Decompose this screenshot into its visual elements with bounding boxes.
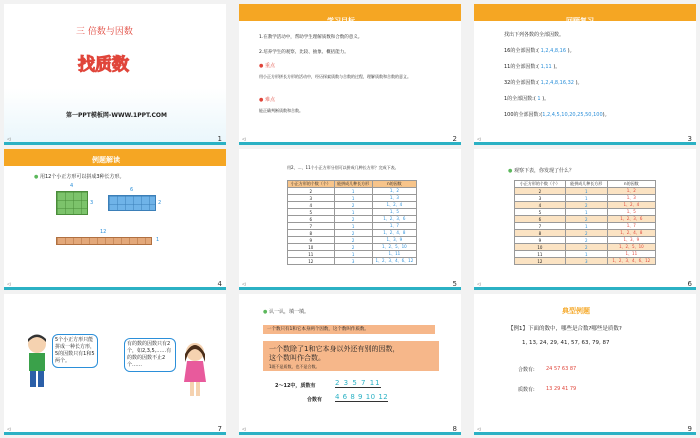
slide-heading: 典型例题 — [562, 307, 590, 315]
label-3: 3 — [90, 200, 94, 206]
slide-5[interactable] — [239, 149, 461, 290]
slide-number: 5 — [452, 280, 457, 288]
composite-answer: 4 6 8 9 10 12 — [335, 393, 389, 401]
slide-8[interactable] — [239, 294, 461, 435]
table-cell: 2 — [334, 230, 372, 237]
table-cell: 1、2、3、4、6、12 — [607, 258, 655, 265]
table-cell: 5 — [288, 209, 335, 216]
table-cell: 12 — [515, 258, 566, 265]
table-cell: 1 — [334, 195, 372, 202]
slide-heading: 例题解读 — [92, 156, 120, 164]
table-cell: 1、11 — [372, 251, 416, 258]
rect-6x2 — [108, 195, 156, 211]
table-row — [515, 230, 656, 237]
girl-illustration — [182, 342, 208, 404]
table-cell: 1 — [334, 251, 372, 258]
table-row — [515, 195, 656, 202]
slide-6[interactable] — [474, 149, 696, 290]
table-cell: 1 — [565, 188, 607, 195]
chapter-title: 三 倍数与因数 — [76, 27, 133, 37]
table-row — [515, 223, 656, 230]
slide-title: 找质数 — [78, 55, 129, 75]
col-header: 小正方形的个数（个） — [288, 181, 335, 188]
factor-table — [287, 180, 417, 265]
table-cell: 2 — [565, 216, 607, 223]
composite-definition-end: 这个数叫作合数。 — [269, 354, 325, 362]
table-cell: 4 — [515, 202, 566, 209]
speech-bubble-left: 5个小正方形只能拼成一种长方形，5的因数只有1和5两个。 — [52, 334, 98, 368]
table-cell: 10 — [288, 244, 335, 251]
slide-icon: ◃ — [242, 425, 246, 433]
table-row — [288, 258, 417, 265]
table-cell: 1、2、4 — [372, 202, 416, 209]
table-row — [515, 237, 656, 244]
slide-icon: ◃ — [477, 135, 481, 143]
rect-4x3 — [56, 191, 88, 215]
footer-bar — [239, 287, 461, 290]
composite-label: 合数有 — [307, 397, 323, 403]
label-6: 6 — [130, 187, 134, 193]
table-cell: 1 — [334, 223, 372, 230]
identify-prompt: ● 认一认，填一填。 — [263, 309, 309, 315]
slide-heading: 学习目标 — [327, 17, 355, 25]
footer-bar — [4, 432, 226, 435]
footer-bar — [474, 287, 696, 290]
slide-icon: ◃ — [7, 135, 11, 143]
table-cell: 3 — [515, 195, 566, 202]
slide-1[interactable] — [4, 4, 226, 145]
table-cell: 2 — [565, 230, 607, 237]
observe-prompt: ● 观察下表，你发现了什么？ — [508, 168, 574, 174]
col-header: 能拼成几种长方形 — [565, 181, 607, 188]
factor-table — [514, 180, 656, 265]
slide-icon: ◃ — [7, 280, 11, 288]
slide-number: 9 — [687, 425, 692, 433]
slide-icon: ◃ — [477, 425, 481, 433]
composite-label: 合数有: — [518, 367, 535, 373]
footer-bar — [239, 142, 461, 145]
table-cell: 2 — [565, 237, 607, 244]
table-cell: 11 — [288, 251, 335, 258]
table-cell: 3 — [334, 258, 372, 265]
review-row: 1的全部因数:( 1 )。 — [504, 96, 550, 102]
slide-icon: ◃ — [7, 425, 11, 433]
goal-1: 1.在教学活动中，帮助学生理解质数和合数的意义。 — [259, 35, 363, 40]
table-cell: 2 — [515, 188, 566, 195]
table-row — [288, 230, 417, 237]
slide-7[interactable] — [4, 294, 226, 435]
table-cell: 1、2 — [372, 188, 416, 195]
table-prompt: 用2、…、11个小正方形分别可以拼成几种长方形？完成下表。 — [287, 165, 399, 170]
label-12: 12 — [100, 229, 107, 235]
table-cell: 1、3 — [607, 195, 655, 202]
table-cell: 3 — [288, 195, 335, 202]
range-label: 2～12中，质数有 — [275, 383, 316, 389]
col-header: 小正方形的个数（个） — [515, 181, 566, 188]
table-row — [288, 188, 417, 195]
label-2: 2 — [158, 200, 162, 206]
table-cell: 12 — [288, 258, 335, 265]
table-row — [288, 216, 417, 223]
slide-icon: ◃ — [242, 280, 246, 288]
table-row — [515, 216, 656, 223]
table-cell: 2 — [288, 188, 335, 195]
example-question: 【例1】下面的数中，哪些是合数?哪些是质数? — [508, 326, 622, 332]
table-cell: 1 — [565, 195, 607, 202]
table-cell: 1 — [565, 209, 607, 216]
table-cell: 1、2、4、8 — [607, 230, 655, 237]
table-cell: 1、3、9 — [607, 237, 655, 244]
slide-number: 6 — [687, 280, 692, 288]
table-cell: 1、11 — [607, 251, 655, 258]
label-4: 4 — [70, 183, 74, 189]
slide-number: 1 — [217, 135, 222, 143]
table-cell: 1、2、3、6 — [607, 216, 655, 223]
slide-9[interactable] — [474, 294, 696, 435]
prime-label: 质数有: — [518, 387, 535, 393]
review-intro: 找出下列各数的全部因数。 — [504, 32, 565, 38]
number-list: 1, 13, 24, 29, 41, 57, 63, 79, 87 — [522, 340, 610, 346]
slide-number: 4 — [217, 280, 222, 288]
table-cell: 6 — [515, 216, 566, 223]
table-cell: 1、3、9 — [372, 237, 416, 244]
table-cell: 1、5 — [607, 209, 655, 216]
table-row — [515, 202, 656, 209]
table-cell: 10 — [515, 244, 566, 251]
difficulty-text: 能正确判断质数和合数。 — [259, 108, 303, 113]
prime-answer: 2 3 5 7 11 — [335, 379, 381, 387]
col-header: n的因数 — [607, 181, 655, 188]
label-1: 1 — [156, 237, 160, 243]
slide-icon: ◃ — [477, 280, 481, 288]
site-label: 第一PPT模板网-WWW.1PPT.COM — [66, 112, 167, 119]
table-cell: 1 — [334, 188, 372, 195]
prime-answer: 13 29 41 79 — [546, 386, 577, 392]
slide-2[interactable] — [239, 4, 461, 145]
table-cell: 2 — [565, 202, 607, 209]
review-row: 11的全部因数:( 1,11 )。 — [504, 64, 561, 70]
composite-definition: 一个数除了1和它本身以外还有别的因数， — [269, 345, 400, 353]
speech-bubble-right: 有的数的因数只有2个，如2,3,5,……有的数的因数不止2个…… — [124, 338, 176, 372]
footer-bar — [239, 432, 461, 435]
table-cell: 1、2、4 — [607, 202, 655, 209]
slide-icon: ◃ — [242, 135, 246, 143]
table-cell: 2 — [565, 244, 607, 251]
table-row — [288, 244, 417, 251]
table-cell: 1、2、3、6 — [372, 216, 416, 223]
slide-heading: 回顾复习 — [566, 17, 594, 25]
goal-2: 2.培养学生的观察、比较、抽象、概括能力。 — [259, 50, 349, 55]
table-row — [288, 237, 417, 244]
table-row — [288, 223, 417, 230]
review-row: 32的全部因数:( 1,2,4,8,16,32 )。 — [504, 80, 583, 86]
slide-number: 2 — [452, 135, 457, 143]
table-cell: 1 — [565, 251, 607, 258]
slide-3[interactable] — [474, 4, 696, 145]
table-row — [288, 202, 417, 209]
table-cell: 1、7 — [372, 223, 416, 230]
footer-bar — [474, 432, 696, 435]
table-row — [288, 209, 417, 216]
table-cell: 8 — [515, 230, 566, 237]
review-row: 100的全部因数:(1,2,4,5,10,20,25,50,100)。 — [504, 112, 610, 118]
table-row — [288, 251, 417, 258]
footer-bar — [474, 142, 696, 145]
table-cell: 1、7 — [607, 223, 655, 230]
composite-answer: 24 57 63 87 — [546, 366, 577, 372]
col-header: n的因数 — [372, 181, 416, 188]
prime-definition: 一个数只有1和它本身两个因数，这个数叫作质数。 — [267, 327, 369, 332]
example-prompt: ● 用12个小正方形可以拼成3种长方形。 — [34, 174, 125, 180]
table-cell: 11 — [515, 251, 566, 258]
slide-number: 7 — [217, 425, 222, 433]
table-cell: 2 — [334, 244, 372, 251]
table-row — [515, 188, 656, 195]
difficulty-label: ● 难点 — [259, 97, 275, 103]
slide-number: 3 — [687, 135, 692, 143]
table-cell: 4 — [288, 202, 335, 209]
table-cell: 1、3 — [372, 195, 416, 202]
col-header: 能拼成几种长方形 — [334, 181, 372, 188]
table-cell: 1、5 — [372, 209, 416, 216]
table-cell: 7 — [288, 223, 335, 230]
table-cell: 9 — [515, 237, 566, 244]
footer-bar — [4, 142, 226, 145]
table-cell: 2 — [334, 216, 372, 223]
table-cell: 9 — [288, 237, 335, 244]
table-cell: 5 — [515, 209, 566, 216]
table-cell: 1 — [334, 209, 372, 216]
review-row: 16的全部因数:( 1,2,4,8,16 )。 — [504, 48, 575, 54]
table-row — [515, 244, 656, 251]
table-cell: 7 — [515, 223, 566, 230]
table-cell: 2 — [334, 237, 372, 244]
table-cell: 3 — [565, 258, 607, 265]
slide-number: 8 — [452, 425, 457, 433]
key-label: ● 重点 — [259, 63, 275, 69]
table-row — [288, 195, 417, 202]
table-row — [515, 209, 656, 216]
table-cell: 2 — [334, 202, 372, 209]
boy-illustration — [24, 334, 50, 396]
table-row — [515, 251, 656, 258]
table-cell: 6 — [288, 216, 335, 223]
table-cell: 1、2、4、8 — [372, 230, 416, 237]
slide-4[interactable] — [4, 149, 226, 290]
key-text: 用小正方形拼长方形的活动中，经历探索质数与合数的过程，理解质数和合数的意义。 — [259, 74, 411, 79]
table-cell: 8 — [288, 230, 335, 237]
note-one: 1既不是质数，也不是合数。 — [269, 364, 320, 369]
footer-bar — [4, 287, 226, 290]
table-cell: 1、2、3、4、6、12 — [372, 258, 416, 265]
table-row — [515, 258, 656, 265]
table-cell: 1、2 — [607, 188, 655, 195]
rect-12x1 — [56, 237, 152, 245]
table-cell: 1 — [565, 223, 607, 230]
table-cell: 1、2、5、10 — [607, 244, 655, 251]
table-cell: 1、2、5、10 — [372, 244, 416, 251]
